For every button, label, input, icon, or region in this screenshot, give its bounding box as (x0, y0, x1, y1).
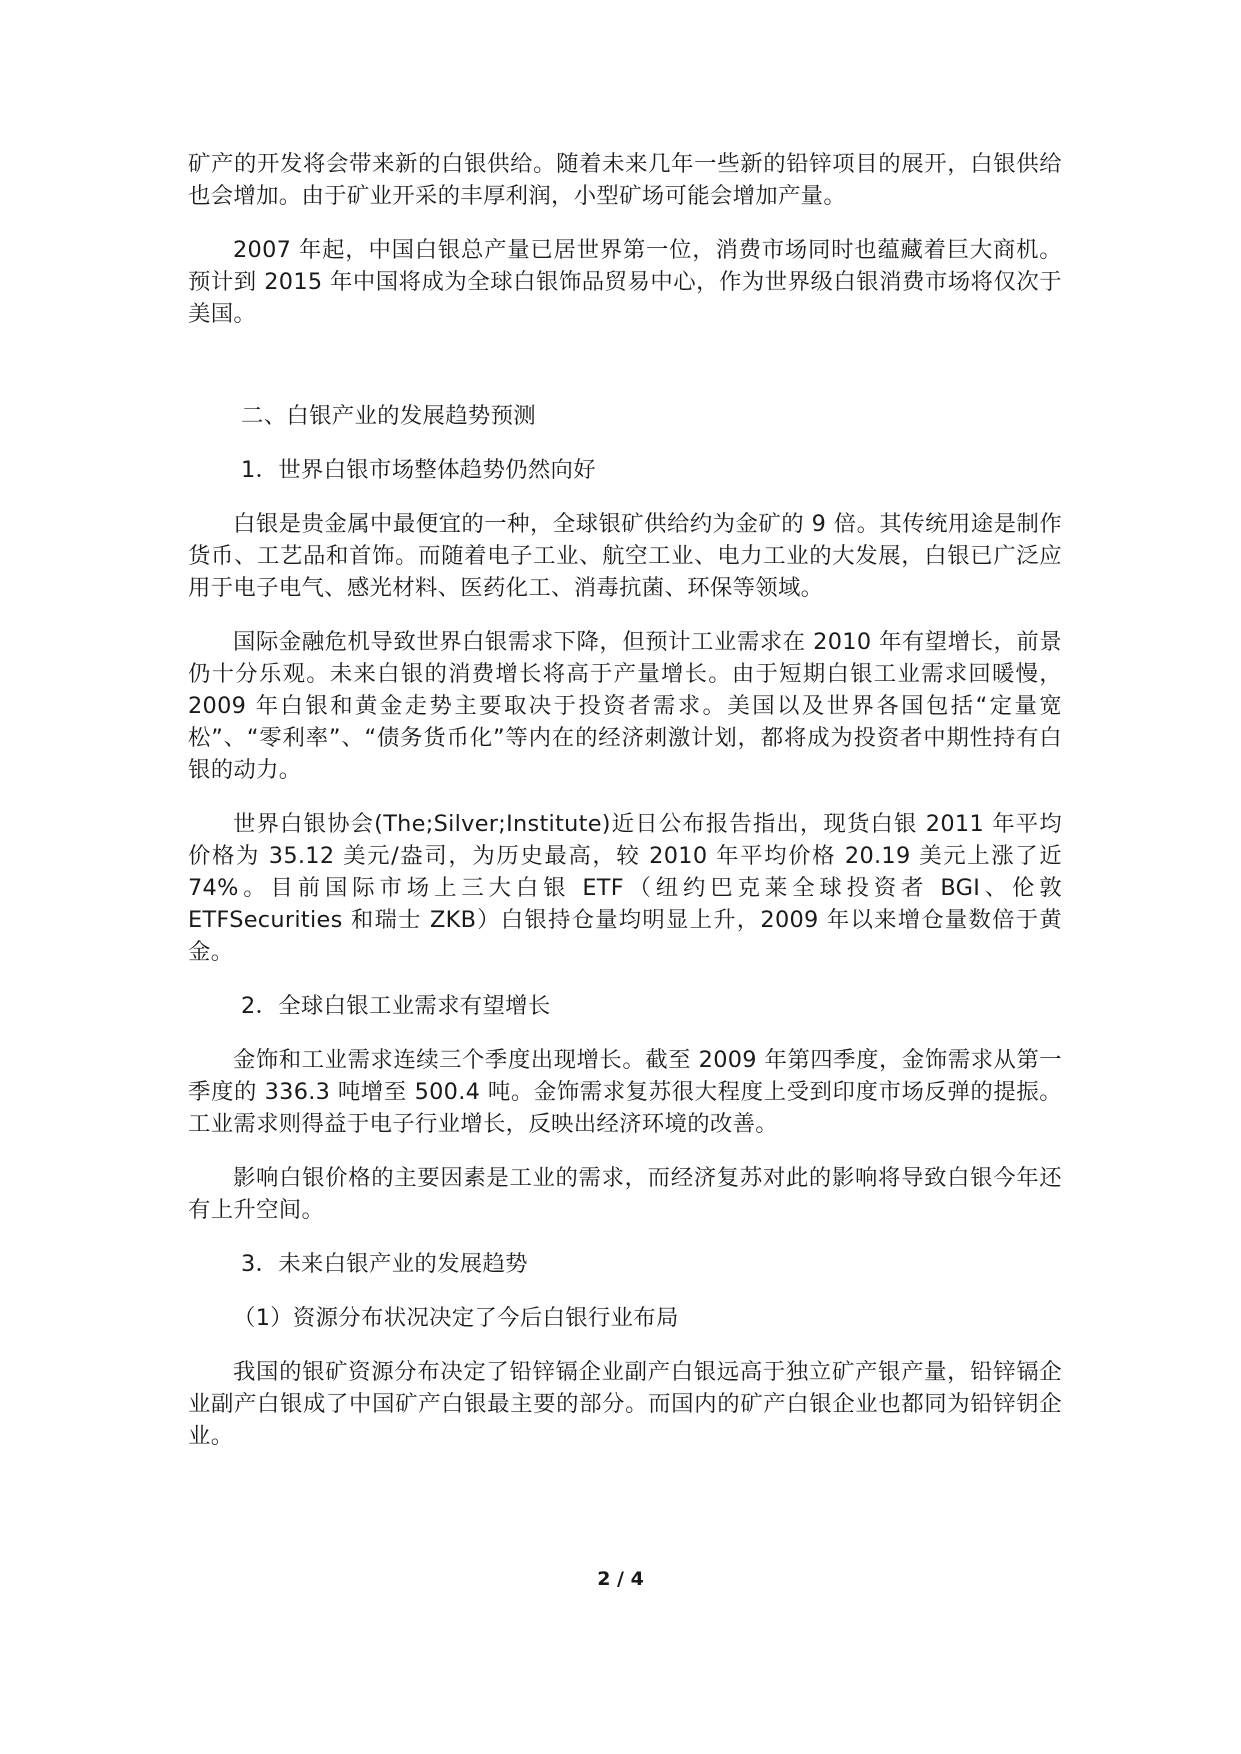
page-number: 2 / 4 (597, 1568, 644, 1590)
paragraph-silver-institute: 世界白银协会(The;Silver;Institute)近日公布报告指出，现货白银 2011 年平均价格为 35.12 美元/盎司，为历史最高，较 2010 年平均价格 20.19 美元上涨了近 74%。目前国际市场上三大白银 ETF（纽约巴克莱全球投资者 BGI、伦敦 ETFSecurities 和瑞士 ZKB）白银持仓量均明显上升，2009 年以来增仓量数倍于黄金。 (188, 811, 1062, 965)
paragraph-silver-uses: 白银是贵金属中最便宜的一种，全球银矿供给约为金矿的 9 倍。其传统用途是制作货币、工艺品和首饰。而随着电子工业、航空工业、电力工业的大发展，白银已广泛应用于电子电气、感光材料、医药化工、消毒抗菌、环保等领域。 (188, 511, 1062, 601)
section-heading-trends: 二、白银产业的发展趋势预测 (241, 403, 536, 429)
paragraph-jewelry-demand: 金饰和工业需求连续三个季度出现增长。截至 2009 年第四季度，金饰需求从第一季度的 336.3 吨增至 500.4 吨。金饰需求复苏很大程度上受到印度市场反弹的提振。工业需求则得益于电子行业增长，反映出经济环境的改善。 (188, 1047, 1062, 1137)
paragraph-china-production: 2007 年起，中国白银总产量已居世界第一位，消费市场同时也蕴藏着巨大商机。预计到 2015 年中国将成为全球白银饰品贸易中心，作为世界级白银消费市场将仅次于美国。 (188, 237, 1062, 327)
paragraph-silver-supply: 矿产的开发将会带来新的白银供给。随着未来几年一些新的铅锌项目的展开，白银供给也会增加。由于矿业开采的丰厚利润，小型矿场可能会增加产量。 (188, 151, 1062, 209)
document-body (188, 148, 1062, 1452)
paragraph-domestic-resources: 我国的银矿资源分布决定了铅锌镉企业副产白银远高于独立矿产银产量，铅锌镉企业副产白银成了中国矿产白银最主要的部分。而国内的矿产白银企业也都同为铅锌钥企业。 (188, 1359, 1062, 1449)
subheading-industrial-demand: 2．全球白银工业需求有望增长 (241, 993, 551, 1019)
paragraph-financial-crisis: 国际金融危机导致世界白银需求下降，但预计工业需求在 2010 年有望增长，前景仍十分乐观。未来白银的消费增长将高于产量增长。由于短期白银工业需求回暖慢，2009 年白银和黄金走势主要取决于投资者需求。美国以及世界各国包括“定量宽松”、“零利率”、“债务货币化”等内在的经济刺激计划，都将成为投资者中期性持有白银的动力。 (188, 629, 1062, 783)
subheading-resource-distribution: （1）资源分布状况决定了今后白银行业布局 (233, 1305, 679, 1331)
paragraph-price-factors: 影响白银价格的主要因素是工业的需求，而经济复苏对此的影响将导致白银今年还有上升空间。 (188, 1165, 1062, 1223)
subheading-world-market: 1．世界白银市场整体趋势仍然向好 (241, 457, 596, 483)
subheading-future-trends: 3．未来白银产业的发展趋势 (241, 1251, 528, 1277)
